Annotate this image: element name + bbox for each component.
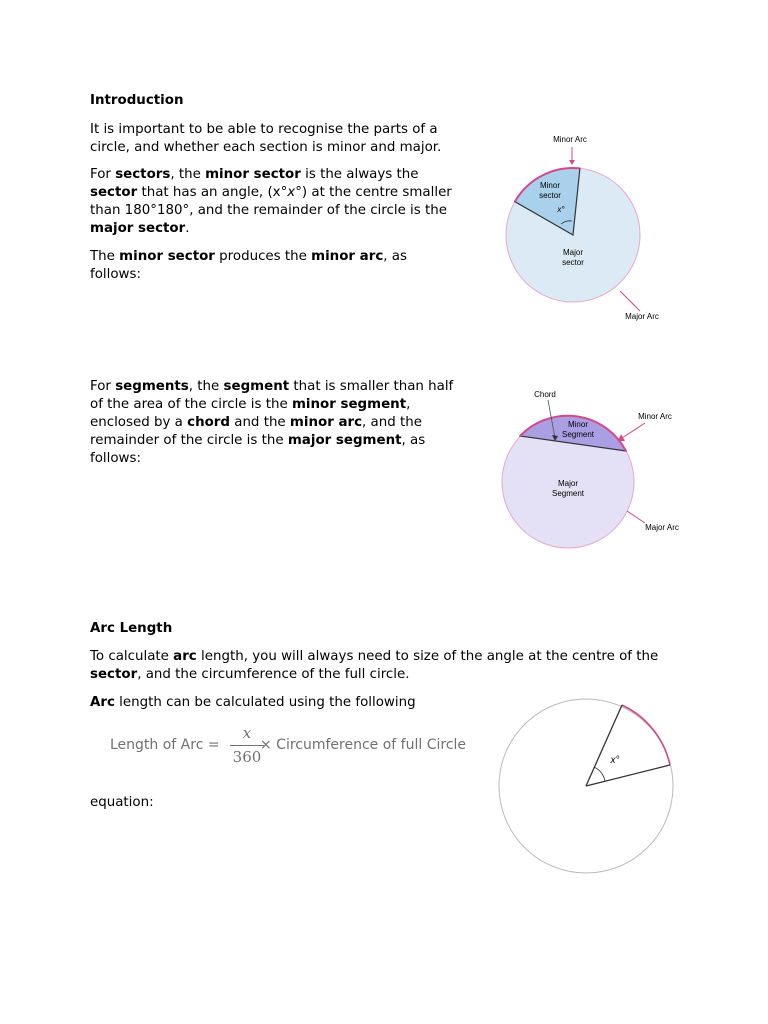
heading-introduction: Introduction xyxy=(90,93,184,108)
formula-lhs: Length of Arc = xyxy=(110,737,220,753)
major-arc-pointer xyxy=(627,511,645,523)
segments-paragraph: For segments, the segment that is smaller than half of the area of the circle is the minor segment, enclosed by a chord and the minor arc, and the remainder of the circle is the major segment, as follows: xyxy=(90,379,454,466)
minor-arc-pointer-head xyxy=(618,434,625,441)
minor-arc-paragraph: The minor sector produces the minor arc, as follows: xyxy=(90,249,407,282)
arc-length-formula xyxy=(110,726,470,770)
formula-rhs: × Circumference of full Circle xyxy=(260,737,467,753)
major-sector-label-line2: sector xyxy=(562,258,584,267)
major-arc-pointer xyxy=(620,291,640,311)
arc-length-paragraph: To calculate arc length, you will always need to size of the angle at the centre of the sector, and the circumference of the full circle. xyxy=(90,649,659,682)
minor-sector-label-line2: sector xyxy=(539,191,561,200)
minor-segment-label-line2: Segment xyxy=(561,430,595,439)
equation-label: equation: xyxy=(90,795,154,810)
angle-label: x° xyxy=(557,205,565,214)
major-sector-label-line1: Major xyxy=(562,248,584,257)
minor-segment-label-line1: Minor xyxy=(567,420,589,429)
minor-arc-pointer xyxy=(622,423,645,438)
heading-arc-length: Arc Length xyxy=(90,621,173,636)
intro-paragraph: It is important to be able to recognise the parts of a circle, and whether each section is minor and major. xyxy=(90,122,442,155)
minor-arc-label: Minor Arc xyxy=(553,135,587,144)
major-segment-label-line2: Segment xyxy=(551,489,585,498)
minor-arc-pointer-head xyxy=(569,160,575,165)
major-arc-label: Major Arc xyxy=(625,312,659,321)
formula-numerator: x xyxy=(242,724,252,742)
major-arc-label: Major Arc xyxy=(645,523,679,532)
minor-arc-label: Minor Arc xyxy=(638,412,672,421)
angle-label: x° xyxy=(610,755,620,766)
sectors-paragraph: For sectors, the minor sector is the always the sector that has an angle, (x°x°) at the centre smaller than 180°180°, and the remainder of the circle is the major sector. xyxy=(90,167,452,236)
minor-sector-label-line1: Minor xyxy=(539,181,561,190)
major-segment-label-line1: Major xyxy=(557,479,579,488)
formula-fraction-bar xyxy=(230,745,264,746)
formula-denominator: 360 xyxy=(232,748,262,766)
arc-formula-intro: Arc length can be calculated using the following xyxy=(90,695,416,710)
segment-diagram xyxy=(490,380,690,560)
arc-length-diagram xyxy=(490,690,690,885)
sector-diagram xyxy=(490,125,690,330)
chord-label: Chord xyxy=(534,390,556,399)
